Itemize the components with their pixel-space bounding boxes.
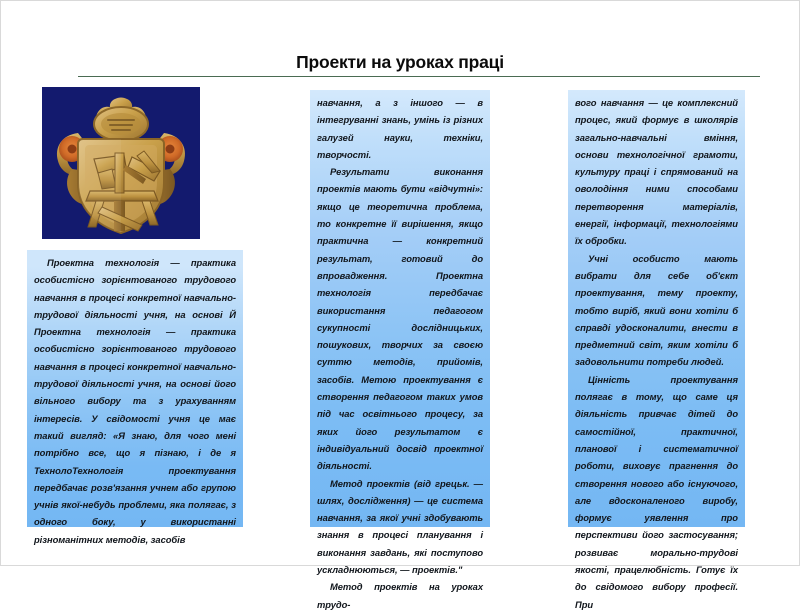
- page-title: Проекти на уроках праці: [296, 52, 504, 72]
- paragraph: Результати виконання проектів мають бути «відчутні»: якщо це теоретична проблема, то конкретне її вирішення, якщо практична — конкретний результат, готовий до впровадження. Проектна технологія передбачає використання педагогом сукупності дослідницьких, пошукових, творчих за своєю суттю методів, прийомів, засобів. Метою проектування є створення педагогом таких умов під час освітнього процесу, за яких його результатом є індивідуальний досвід проектної діяльності.: [317, 166, 483, 472]
- right-text-panel: [568, 90, 745, 610]
- left-text-panel: [27, 250, 243, 545]
- paragraph: Метод проектів на уроках трудо-: [317, 581, 483, 610]
- middle-text-panel: [310, 90, 490, 610]
- paragraph: Проектна технологія — практика особистісно зорієнтованого трудового навчання в процесі конкретної навчально-трудової діяльності учня, на основі Й Проектна технологія — практика особистісно зорієнтованого трудового навчання в процесі конкретної навчально-трудової діяльності учня, на основі його вільного вибору та з урахуванням інтересів. У свідомості учня це має такий вигляд: «Я знаю, для чого мені потрібно все, що я пізнаю, і де я ТехнолоТехнологія проектування передбачає розв'язання учнем або групою учнів якої-небудь проблеми, яка полягає, з одного боку, у використанні різноманітних методів, засобів: [34, 257, 236, 545]
- page-border-top: [0, 0, 800, 1]
- title-divider-rule: [78, 76, 760, 77]
- coat-of-arms-image: [42, 87, 200, 239]
- paragraph: Метод проектів (від грецьк. — шлях, дослідження) — це система навчання, за якої учні здобувають знання в процесі планування і виконання завдань, які поступово ускладнюються, — проектів.": [317, 477, 483, 576]
- paragraph: навчання, а з іншого — в інтегруванні знань, умінь із різних галузей науки, техніки, творчості.: [317, 97, 483, 160]
- paragraph: Учні особисто мають вибрати для себе об'єкт проектування, тему проекту, тобто виріб, який вони хотіли б справді удосконалити, внести в предметний світ, яким хотіли б задовольнити потреби людей.: [575, 252, 738, 368]
- paragraph: Цінність проектування полягає в тому, що саме ця діяльність привчає дітей до самостійної, практичної, планової і систематичної роботи, виховує прагнення до створення нового або існуючого, але вдосконаленого виробу, формує уявлення про перспективи його застосування; розвиває морально-трудові якості, працелюбність. Готує їх до свідомого вибору професії. При: [575, 373, 738, 610]
- coat-of-arms-icon: [42, 87, 200, 239]
- paragraph: вого навчання — це комплексний процес, який формує в школярів загально-навчальні вміння, основи технологічної грамоти, культуру праці і спрямований на оволодіння ними способами перетворення матеріалів, енергії, інформації, технологіями їх обробки.: [575, 97, 738, 247]
- page-border-left: [0, 0, 1, 566]
